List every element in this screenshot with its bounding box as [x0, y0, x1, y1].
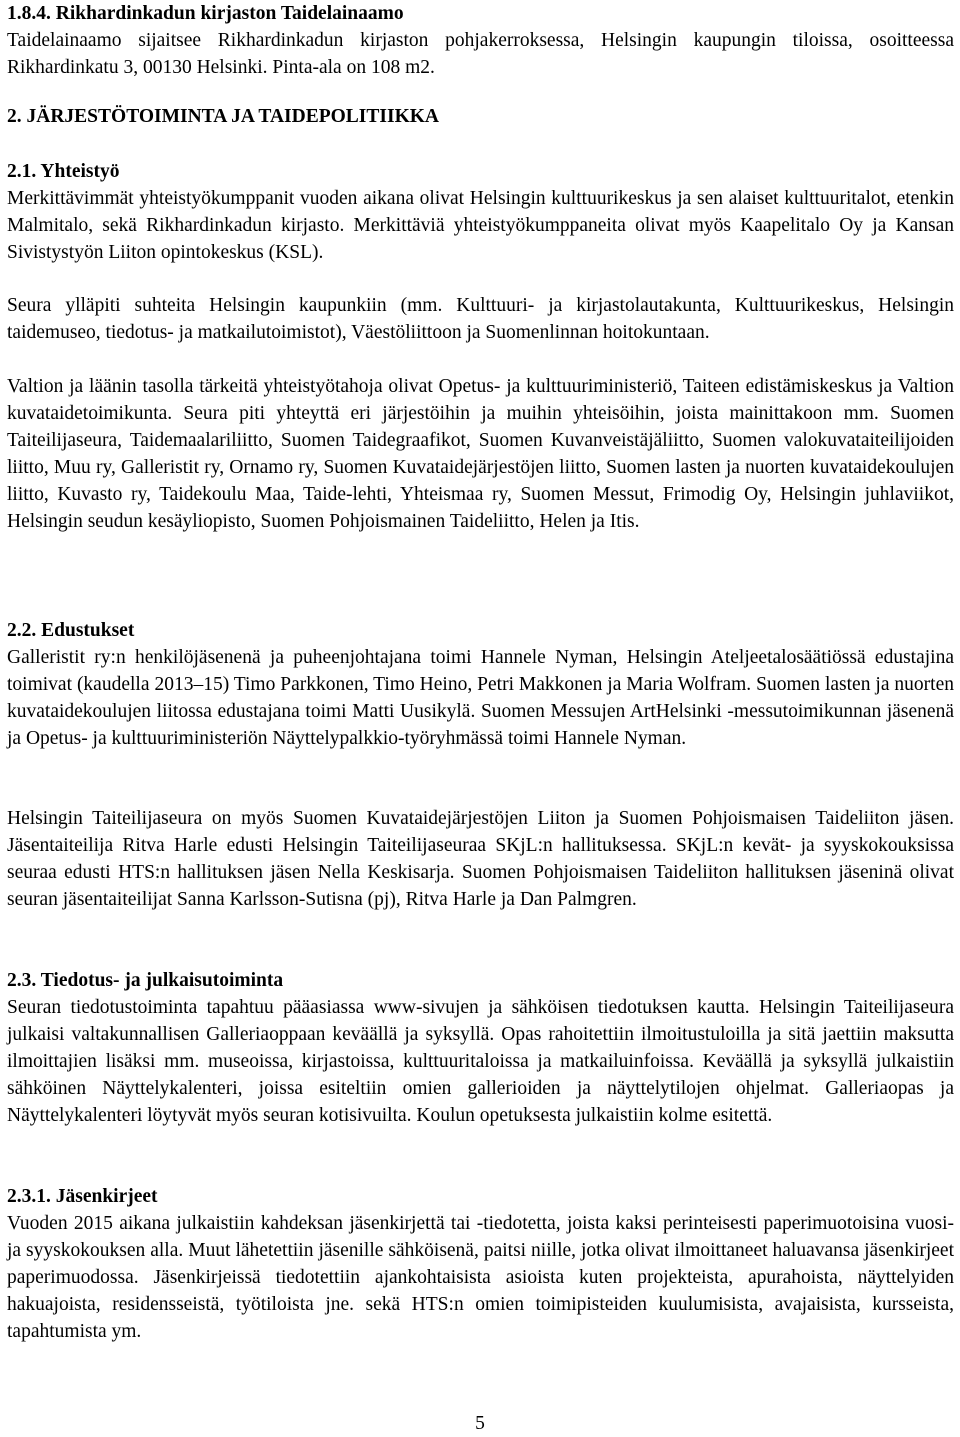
- paragraph-tiedotus: Seuran tiedotustoiminta tapahtuu pääasiassa www-sivujen ja sähköisen tiedotuksen kautta. Helsingin Taiteilijaseura julkaisi valtakunnallisen Galleriaoppaan keväällä ja syksyllä. Opas rahoitettiin ilmoitustuloilla ja sitä jaettiin maksutta ilmoittajien lisäksi mm. museoissa, kirjastoissa, kulttuuritaloissa ja matkailuinfoissa. Keväällä ja syksyllä julkaistiin sähköinen Näyttelykalenteri, joissa esiteltiin omien gallerioiden ja näyttelytilojen ohjelmat. Galleriaopas ja Näyttelykalenteri löytyvät myös seuran kotisivuilta. Koulun opetuksesta julkaistiin kolme esitettä.: [7, 997, 954, 1126]
- section-heading-2-3: 2.3. Tiedotus- ja julkaisutoiminta: [7, 970, 284, 991]
- section-heading-2-3-1: 2.3.1. Jäsenkirjeet: [7, 1186, 158, 1207]
- page-number: 5: [475, 1413, 485, 1434]
- paragraph-yhteistyo-2: Seura ylläpiti suhteita Helsingin kaupunkiin (mm. Kulttuuri- ja kirjastolautakunta, Kulttuurikeskus, Helsingin taidemuseo, tiedotus- ja matkailutoimistot), Väestöliittoon ja Suomenlinnan hoitokuntaan.: [7, 295, 954, 343]
- section-heading-2: 2. JÄRJESTÖTOIMINTA JA TAIDEPOLITIIKKA: [7, 106, 439, 127]
- section-heading-2-2: 2.2. Edustukset: [7, 620, 135, 641]
- paragraph-taidelainaamo: Taidelainaamo sijaitsee Rikhardinkadun kirjaston pohjakerroksessa, Helsingin kaupungin tiloissa, osoitteessa Rikhardinkatu 3, 00130 Helsinki. Pinta-ala on 108 m2.: [7, 30, 954, 78]
- section-heading-2-1: 2.1. Yhteistyö: [7, 161, 120, 182]
- paragraph-jasenkirjeet: Vuoden 2015 aikana julkaistiin kahdeksan jäsenkirjettä tai -tiedotetta, joista kaksi perinteisesti paperimuotoisina vuosi- ja syyskokouksen alla. Muut lähetettiin jäsenille sähköisenä, paitsi niille, jotka olivat ilmoittaneet haluavansa jäsenkirjeet paperimuodossa. Jäsenkirjeissä tiedotettiin ajankohtaisista asioista kuten projekteista, apurahoista, näyttelyiden hakuajoista, residensseistä, työtiloista jne. sekä HTS:n omien toimipisteiden kuulumisista, avajaisista, kursseista, tapahtumista ym.: [7, 1213, 954, 1342]
- paragraph-yhteistyo-1: Merkittävimmät yhteistyökumppanit vuoden aikana olivat Helsingin kulttuurikeskus ja sen alaiset kulttuuritalot, etenkin Malmitalo, sekä Rikhardinkadun kirjasto. Merkittäviä yhteistyökumppaneita olivat myös Kaapelitalo Oy ja Kansan Sivistystyön Liiton opintokeskus (KSL).: [7, 188, 954, 263]
- paragraph-yhteistyo-3: Valtion ja läänin tasolla tärkeitä yhteistyötahoja olivat Opetus- ja kulttuuriministeriö, Taiteen edistämiskeskus ja Valtion kuvataidetoimikunta. Seura piti yhteyttä eri järjestöihin ja muihin yhteisöihin, joista mainittakoon mm. Suomen Taiteilijaseura, Taidemaalariliitto, Suomen Taidegraafikot, Suomen Kuvanveistäjäliitto, Suomen valokuvataiteilijoiden liitto, Muu ry, Galleristit ry, Ornamo ry, Suomen Kuvataidejärjestöjen liitto, Suomen lasten ja nuorten kuvataidekoulujen liitto, Kuvasto ry, Taidekoulu Maa, Taide-lehti, Yhteismaa ry, Suomen Messut, Frimodig Oy, Helsingin juhlaviikot, Helsingin seudun kesäyliopisto, Suomen Pohjoismainen Taideliitto, Helen ja Itis.: [7, 376, 954, 532]
- section-heading-1-8-4: 1.8.4. Rikhardinkadun kirjaston Taidelainaamo: [7, 3, 404, 24]
- paragraph-edustukset-2: Helsingin Taiteilijaseura on myös Suomen Kuvataidejärjestöjen Liiton ja Suomen Pohjoismaisen Taideliiton jäsen. Jäsentaiteilija Ritva Harle edusti Helsingin Taiteilijaseuraa SKjL:n hallituksessa. SKjL:n kevät- ja syyskokouksissa seuraa edusti HTS:n hallituksen jäsen Nella Keskisarja. Suomen Pohjoismaisen Taideliiton hallituksen jäseninä olivat seuran jäsentaiteilijat Sanna Karlsson-Sutisna (pj), Ritva Harle ja Dan Palmgren.: [7, 808, 954, 910]
- paragraph-edustukset-1: Galleristit ry:n henkilöjäsenenä ja puheenjohtajana toimi Hannele Nyman, Helsingin Ateljeetalosäätiössä edustajina toimivat (kaudella 2013–15) Timo Parkkonen, Timo Heino, Petri Makkonen ja Maria Wolfram. Suomen lasten ja nuorten kuvataidekoulujen liitossa edustajana toimi Matti Uusikylä. Suomen Messujen ArtHelsinki -messutoimikunnan jäsenenä ja Opetus- ja kulttuuriministeriön Näyttelypalkkio-työryhmässä toimi Hannele Nyman.: [7, 647, 954, 749]
